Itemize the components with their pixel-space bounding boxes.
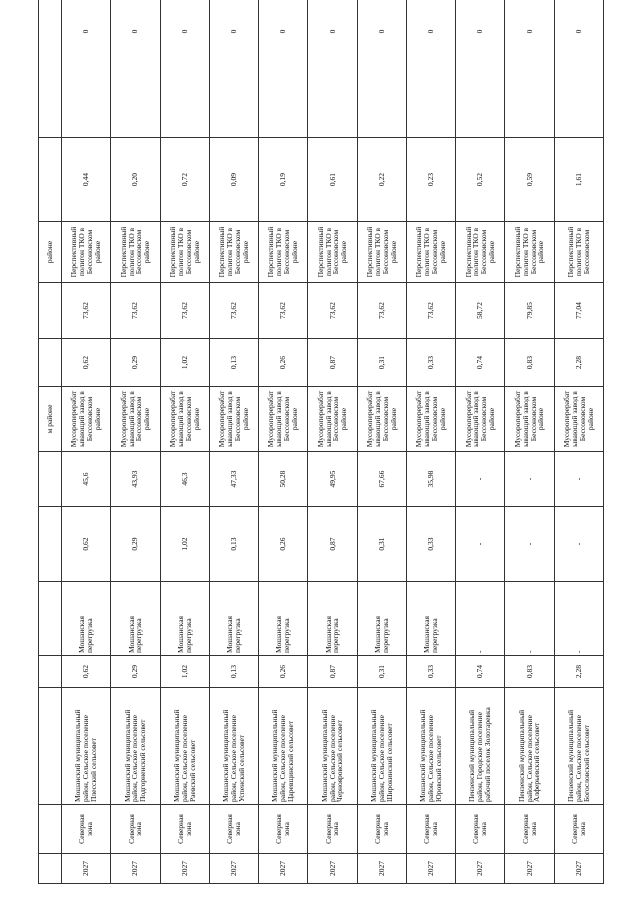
cell-landfill: Перспективный полигон ТКО в Бессоновском районе xyxy=(308,222,357,283)
cell-transfer-volume: 0,33 xyxy=(406,507,455,582)
cell-transfer-volume: 0,13 xyxy=(209,507,258,582)
cell-processing-facility: Мусороперерабатывающий завод в Бессоновском районе xyxy=(505,387,554,452)
cell-empty xyxy=(39,854,62,884)
cell-total: 0,83 xyxy=(505,656,554,688)
cell-year: 2027 xyxy=(456,854,505,884)
cell-municipality: Мошанский муниципальный район, Сельское поселение Юровский сельсовет xyxy=(406,688,455,805)
cell-processing-facility: Мусороперерабатывающий завод в Бессоновском районе xyxy=(554,387,603,452)
cell-distance-to-landfill: 58,72 xyxy=(456,283,505,339)
cell-distance-to-plant: - xyxy=(456,452,505,507)
cell-distance-to-plant: 45,6 xyxy=(62,452,111,507)
cell-landfill-volume: 0,22 xyxy=(357,138,406,222)
cell-empty xyxy=(39,452,62,507)
cell-distance-to-landfill: 73,62 xyxy=(111,283,160,339)
cell-distance-to-landfill: 73,62 xyxy=(62,283,111,339)
cell-year: 2027 xyxy=(554,854,603,884)
cell-year: 2027 xyxy=(308,854,357,884)
cell-distance-to-plant: 50,28 xyxy=(259,452,308,507)
cell-processed-volume: 0,31 xyxy=(357,339,406,387)
cell-distance-to-landfill: 73,62 xyxy=(209,283,258,339)
table-body xyxy=(39,0,604,884)
table-row xyxy=(406,0,455,884)
cell-year: 2027 xyxy=(406,854,455,884)
cell-total: 0,31 xyxy=(357,656,406,688)
cell-processing-facility: Мусороперерабатывающий завод в Бессоновском районе xyxy=(62,387,111,452)
cell-municipality: Пензенский муниципальный район, Городское поселение рабочий поселок Золотаревка xyxy=(456,688,505,805)
cell-landfill-volume: 0,19 xyxy=(259,138,308,222)
cell-landfill-volume: 0,44 xyxy=(62,138,111,222)
cell-year: 2027 xyxy=(505,854,554,884)
cell-distance-to-plant: 49,95 xyxy=(308,452,357,507)
cell-other: 0 xyxy=(505,0,554,138)
cell-zone: Северная зона xyxy=(308,805,357,854)
cell-processed-volume: 0,33 xyxy=(406,339,455,387)
cell-processed-volume: 1,02 xyxy=(160,339,209,387)
cell-transfer-method: Мошанская перегрузка xyxy=(406,582,455,656)
cell-processed-volume: 0,74 xyxy=(456,339,505,387)
cell-empty xyxy=(39,688,62,805)
table-row xyxy=(111,0,160,884)
cell-processing-facility: Мусороперерабатывающий завод в Бессоновском районе xyxy=(111,387,160,452)
cell-zone: Северная зона xyxy=(259,805,308,854)
cell-municipality: Мошанский муниципальный район, Сельское поселение Успенский сельсовет xyxy=(209,688,258,805)
cell-landfill-volume: 0,52 xyxy=(456,138,505,222)
cell-transfer-method: Мошанская перегрузка xyxy=(357,582,406,656)
cell-total: 0,33 xyxy=(406,656,455,688)
cell-processing-facility: Мусороперерабатывающий завод в Бессоновском районе xyxy=(357,387,406,452)
cell-zone: Северная зона xyxy=(456,805,505,854)
cell-other: 0 xyxy=(209,0,258,138)
cell-transfer-method: Мошанская перегрузка xyxy=(111,582,160,656)
cell-empty xyxy=(39,656,62,688)
cell-distance-to-landfill: 79,85 xyxy=(505,283,554,339)
cell-other: 0 xyxy=(357,0,406,138)
cell-zone: Северная зона xyxy=(554,805,603,854)
cell-distance-to-plant: - xyxy=(505,452,554,507)
cell-processing-facility: Мусороперерабатывающий завод в Бессоновском районе xyxy=(209,387,258,452)
cell-year: 2027 xyxy=(357,854,406,884)
cell-landfill-volume: 0,72 xyxy=(160,138,209,222)
cell-transfer-method: - xyxy=(456,582,505,656)
table-row xyxy=(308,0,357,884)
cell-landfill-volume: 0,59 xyxy=(505,138,554,222)
cell-landfill-volume: 0,09 xyxy=(209,138,258,222)
cell-municipality: Мошанский муниципальный район, Сельское поселение Плесский сельсовет xyxy=(62,688,111,805)
cell-municipality: Мошанский муниципальный район, Сельское поселение Подгорненский сельсовет xyxy=(111,688,160,805)
table-row xyxy=(259,0,308,884)
table-row xyxy=(505,0,554,884)
cell-landfill: Перспективный полигон ТКО в Бессоновском районе xyxy=(456,222,505,283)
cell-transfer-method: Мошанская перегрузка xyxy=(308,582,357,656)
cell-transfer-method: Мошанская перегрузка xyxy=(209,582,258,656)
cell-distance-to-plant: 43,93 xyxy=(111,452,160,507)
cell-zone: Северная зона xyxy=(406,805,455,854)
table-row xyxy=(160,0,209,884)
cell-landfill: Перспективный полигон ТКО в Бессоновском районе xyxy=(406,222,455,283)
cell-distance-to-plant: 46,3 xyxy=(160,452,209,507)
cell-transfer-volume: 1,02 xyxy=(160,507,209,582)
cell-other: 0 xyxy=(554,0,603,138)
cell-landfill-volume: 1,61 xyxy=(554,138,603,222)
cell-processed-volume: 0,13 xyxy=(209,339,258,387)
cell-total: 1,02 xyxy=(160,656,209,688)
cell-total: 2,28 xyxy=(554,656,603,688)
cell-total: 0,26 xyxy=(259,656,308,688)
cell-landfill-volume: 0,20 xyxy=(111,138,160,222)
cell-distance-to-landfill: 73,62 xyxy=(259,283,308,339)
cell-empty xyxy=(39,138,62,222)
cell-processed-volume: 0,83 xyxy=(505,339,554,387)
cell-processed-volume: 2,28 xyxy=(554,339,603,387)
cell-transfer-volume: - xyxy=(456,507,505,582)
cell-transfer-method: Мошанская перегрузка xyxy=(160,582,209,656)
cell-other: 0 xyxy=(259,0,308,138)
cell-year: 2027 xyxy=(160,854,209,884)
cell-total: 0,13 xyxy=(209,656,258,688)
cell-processing-facility: Мусороперерабатывающий завод в Бессоновском районе xyxy=(406,387,455,452)
cell-landfill: Перспективный полигон ТКО в Бессоновском районе xyxy=(209,222,258,283)
cell-year: 2027 xyxy=(209,854,258,884)
cell-total: 0,29 xyxy=(111,656,160,688)
table-row xyxy=(209,0,258,884)
cell-zone: Северная зона xyxy=(62,805,111,854)
cell-distance-to-landfill: 73,62 xyxy=(160,283,209,339)
cell-transfer-volume: 0,87 xyxy=(308,507,357,582)
cell-zone: Северная зона xyxy=(505,805,554,854)
cell-other: 0 xyxy=(406,0,455,138)
cell-processing-facility: Мусороперерабатывающий завод в Бессоновском районе xyxy=(456,387,505,452)
cell-empty xyxy=(39,582,62,656)
cell-empty xyxy=(39,283,62,339)
cell-empty xyxy=(39,339,62,387)
cell-municipality: Мошанский муниципальный район, Сельское поселение Широкинский сельсовет xyxy=(357,688,406,805)
table-row xyxy=(357,0,406,884)
cell-distance-to-plant: 35,98 xyxy=(406,452,455,507)
continued-row xyxy=(39,0,62,884)
cell-total: 0,87 xyxy=(308,656,357,688)
cell-transfer-volume: 0,26 xyxy=(259,507,308,582)
cell-continued-receiver: районе xyxy=(39,222,62,283)
cell-processing-facility: Мусороперерабатывающий завод в Бессоновском районе xyxy=(259,387,308,452)
cell-year: 2027 xyxy=(259,854,308,884)
cell-processing-facility: Мусороперерабатывающий завод в Бессоновском районе xyxy=(160,387,209,452)
cell-zone: Северная зона xyxy=(357,805,406,854)
cell-landfill: Перспективный полигон ТКО в Бессоновском районе xyxy=(111,222,160,283)
cell-distance-to-landfill: 77,04 xyxy=(554,283,603,339)
cell-transfer-volume: 0,29 xyxy=(111,507,160,582)
cell-zone: Северная зона xyxy=(209,805,258,854)
cell-municipality: Мошанский муниципальный район, Сельское поселение Царевщинский сельсовет xyxy=(259,688,308,805)
cell-municipality: Пензенский муниципальный район, Сельское поселение Алферьевский сельсовет xyxy=(505,688,554,805)
cell-year: 2027 xyxy=(111,854,160,884)
cell-processed-volume: 0,29 xyxy=(111,339,160,387)
cell-other: 0 xyxy=(111,0,160,138)
cell-other: 0 xyxy=(308,0,357,138)
cell-transfer-method: Мошанская перегрузка xyxy=(259,582,308,656)
cell-year: 2027 xyxy=(62,854,111,884)
cell-transfer-volume: - xyxy=(505,507,554,582)
cell-continued-intermediate: м районе xyxy=(39,387,62,452)
cell-processed-volume: 0,62 xyxy=(62,339,111,387)
cell-transfer-volume: 0,62 xyxy=(62,507,111,582)
table-row xyxy=(554,0,603,884)
cell-distance-to-plant: 67,66 xyxy=(357,452,406,507)
cell-landfill-volume: 0,23 xyxy=(406,138,455,222)
cell-transfer-method: Мошанская перегрузка xyxy=(62,582,111,656)
cell-processing-facility: Мусороперерабатывающий завод в Бессоновском районе xyxy=(308,387,357,452)
cell-processed-volume: 0,26 xyxy=(259,339,308,387)
cell-landfill: Перспективный полигон ТКО в Бессоновском xyxy=(554,222,603,283)
cell-distance-to-landfill: 73,62 xyxy=(406,283,455,339)
cell-landfill: Перспективный полигон ТКО в Бессоновском районе xyxy=(259,222,308,283)
cell-other: 0 xyxy=(62,0,111,138)
cell-landfill: Перспективный полигон ТКО в Бессоновском районе xyxy=(505,222,554,283)
cell-landfill: Перспективный полигон ТКО в Бессоновском районе xyxy=(160,222,209,283)
cell-other: 0 xyxy=(456,0,505,138)
cell-total: 0,74 xyxy=(456,656,505,688)
cell-municipality: Мошанский муниципальный район, Сельское поселение Чернояровский сельсовет xyxy=(308,688,357,805)
cell-transfer-method: - xyxy=(505,582,554,656)
cell-landfill: Перспективный полигон ТКО в Бессоновском районе xyxy=(357,222,406,283)
cell-transfer-volume: 0,31 xyxy=(357,507,406,582)
cell-landfill-volume: 0,61 xyxy=(308,138,357,222)
cell-municipality: Мошанский муниципальный район, Сельское поселение Раевский сельсовет xyxy=(160,688,209,805)
cell-zone: Северная зона xyxy=(111,805,160,854)
cell-distance-to-landfill: 73,62 xyxy=(308,283,357,339)
cell-distance-to-landfill: 73,62 xyxy=(357,283,406,339)
cell-empty xyxy=(39,0,62,138)
cell-municipality: Пензенский муниципальный район, Сельское поселение Богословский сельсовет xyxy=(554,688,603,805)
cell-zone: Северная зона xyxy=(160,805,209,854)
cell-transfer-method: - xyxy=(554,582,603,656)
cell-landfill: Перспективный полигон ТКО в Бессоновском районе xyxy=(62,222,111,283)
table-row xyxy=(62,0,111,884)
cell-empty xyxy=(39,507,62,582)
cell-total: 0,62 xyxy=(62,656,111,688)
cell-processed-volume: 0,87 xyxy=(308,339,357,387)
cell-distance-to-plant: - xyxy=(554,452,603,507)
table-row xyxy=(456,0,505,884)
waste-flow-table xyxy=(38,0,604,884)
cell-empty xyxy=(39,805,62,854)
cell-distance-to-plant: 47,33 xyxy=(209,452,258,507)
cell-other: 0 xyxy=(160,0,209,138)
cell-transfer-volume: - xyxy=(554,507,603,582)
